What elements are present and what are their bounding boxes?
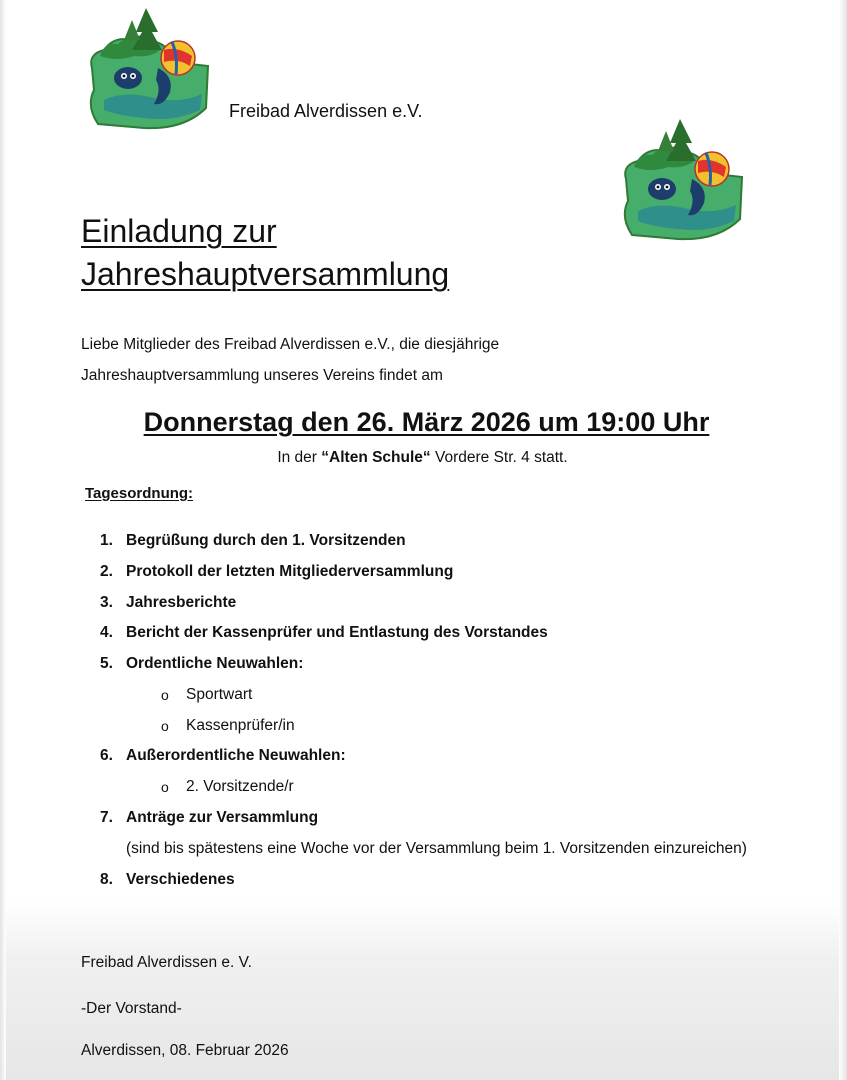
- agenda-heading: Tagesordnung:: [85, 485, 194, 502]
- agenda-item-number: 7.: [100, 809, 113, 826]
- agenda-item-number: 2.: [100, 563, 113, 580]
- seal-with-ball-logo: [84, 6, 212, 132]
- agenda-item-number: 1.: [100, 532, 113, 549]
- agenda-item-text: Jahresberichte: [126, 594, 237, 611]
- event-venue: [0, 449, 845, 467]
- agenda-item-text: Protokoll der letzten Mitgliederversammlung: [126, 563, 454, 580]
- header-org-name: Freibad Alverdissen e.V.: [229, 101, 423, 121]
- footer-board: -Der Vorstand-: [81, 1000, 182, 1017]
- bullet-circle-icon: o: [161, 687, 169, 703]
- title-line-2: Jahreshauptversammlung: [81, 256, 450, 292]
- page-edge-right: [839, 0, 847, 1080]
- agenda-item-number: 6.: [100, 747, 113, 764]
- intro-line-1: Liebe Mitglieder des Freibad Alverdissen e.V., die diesjährige: [81, 336, 500, 353]
- footer-place-date: Alverdissen, 08. Februar 2026: [81, 1042, 289, 1059]
- agenda-item-number: 5.: [100, 655, 113, 672]
- agenda-subitem-text: Kassenprüfer/in: [186, 717, 295, 734]
- event-date-text: Donnerstag den 26. März 2026 um 19:00 Uhr: [143, 407, 710, 437]
- page-edge-left: [0, 0, 6, 1080]
- intro-text: [81, 329, 499, 391]
- event-date: [0, 407, 847, 438]
- agenda-item-text: Verschiedenes: [126, 871, 235, 888]
- document-title: [81, 210, 449, 296]
- agenda-item-text: Außerordentliche Neuwahlen:: [126, 747, 346, 764]
- agenda-item-text: Bericht der Kassenprüfer und Entlastung des Vorstandes: [126, 624, 548, 641]
- bullet-circle-icon: o: [161, 779, 169, 795]
- title-line-1: Einladung zur: [81, 213, 277, 249]
- seal-with-ball-logo: [617, 117, 747, 243]
- bullet-circle-icon: o: [161, 718, 169, 734]
- agenda-item-text: Anträge zur Versammlung: [126, 809, 319, 826]
- agenda-item-number: 8.: [100, 871, 113, 888]
- venue-prefix: In der: [277, 449, 322, 466]
- intro-line-2: Jahreshauptversammlung unseres Vereins findet am: [81, 367, 443, 384]
- agenda-item-text: Ordentliche Neuwahlen:: [126, 655, 304, 672]
- venue-name: “Alten Schule“: [321, 449, 431, 466]
- venue-suffix: Vordere Str. 4 statt.: [430, 449, 568, 466]
- agenda-subitem-text: Sportwart: [186, 686, 253, 703]
- footer-org-name: Freibad Alverdissen e. V.: [81, 954, 252, 971]
- agenda-subitem-text: 2. Vorsitzende/r: [186, 778, 294, 795]
- agenda-note-text: (sind bis spätestens eine Woche vor der Versammlung beim 1. Vorsitzenden einzureichen): [126, 840, 747, 857]
- agenda-item-number: 3.: [100, 594, 113, 611]
- agenda-item-text: Begrüßung durch den 1. Vorsitzenden: [126, 532, 406, 549]
- agenda-item-number: 4.: [100, 624, 113, 641]
